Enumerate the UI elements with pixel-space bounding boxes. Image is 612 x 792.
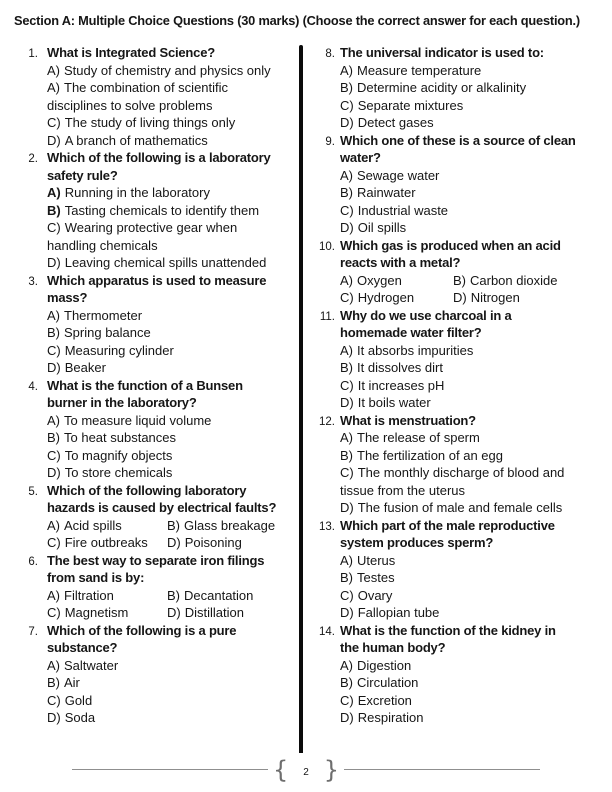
option-letter: B) <box>47 430 60 445</box>
option-line <box>340 342 604 360</box>
option-line <box>47 692 296 710</box>
option-letter: A) <box>340 552 353 568</box>
option-line <box>340 219 604 237</box>
option-text: Distillation <box>184 605 244 620</box>
option-line <box>340 289 453 307</box>
option-line <box>47 447 296 465</box>
option-letter: A) <box>340 342 353 358</box>
option-letter: B) <box>47 325 60 340</box>
option-text: Filtration <box>64 587 114 603</box>
question-text-line: reacts with a metal? <box>340 255 461 270</box>
question-body <box>47 149 296 272</box>
option-letter: A) <box>340 167 353 183</box>
option-letter: C) <box>340 97 354 113</box>
question-text-line: What is menstruation? <box>340 412 476 428</box>
question-number: 13. <box>319 520 335 533</box>
questions-area <box>15 44 604 727</box>
option-letter: A) <box>47 587 60 603</box>
option-line <box>47 202 296 220</box>
question-body <box>340 44 604 132</box>
option-line <box>47 97 296 115</box>
option-text: disciplines to solve problems <box>47 97 213 113</box>
option-line <box>47 429 296 447</box>
question-text-line: homemade water filter? <box>340 325 482 340</box>
option-letter: A) <box>47 80 60 95</box>
option-line <box>47 254 296 272</box>
option-letter: D) <box>47 360 61 375</box>
option-text: The combination of scientific <box>64 80 229 95</box>
question-body <box>340 517 604 622</box>
option-text: Ovary <box>357 587 393 603</box>
option-text: Rainwater <box>357 185 416 200</box>
option-text: Determine acidity or alkalinity <box>357 80 527 95</box>
question-text-line: mass? <box>47 290 88 305</box>
option-pair-row <box>340 289 604 307</box>
question-number: 6. <box>28 555 38 568</box>
question-text-line: the human body? <box>340 640 446 655</box>
option-line <box>47 237 296 255</box>
option-letter: C) <box>47 605 61 620</box>
option-line <box>340 359 604 377</box>
option-text: To heat substances <box>64 430 177 445</box>
questions-column-right <box>316 44 604 727</box>
question-text-line: Which gas is produced when an acid <box>340 237 561 253</box>
option-line <box>47 219 296 237</box>
option-text: It boils water <box>357 395 431 410</box>
question-text-line: burner in the laboratory? <box>47 395 197 410</box>
question-text-line: Which of the following is a laboratory <box>47 150 271 165</box>
questions-column-left <box>15 44 296 727</box>
question-text-line: What is the function of the kidney in <box>340 622 556 638</box>
option-text: Fire outbreaks <box>64 535 148 550</box>
option-letter: C) <box>340 692 354 708</box>
question-item <box>316 307 604 412</box>
option-letter: B) <box>340 675 353 690</box>
option-letter: D) <box>340 605 354 620</box>
option-line <box>340 674 604 692</box>
option-line <box>47 132 296 150</box>
option-letter: A) <box>47 62 60 78</box>
option-text: handling chemicals <box>47 237 158 253</box>
option-line <box>340 569 604 587</box>
option-line <box>340 692 604 710</box>
question-body <box>47 44 296 149</box>
option-letter: D) <box>47 255 61 270</box>
option-text: Measuring cylinder <box>64 342 174 358</box>
option-line <box>453 289 520 307</box>
option-text: The fertilization of an egg <box>357 447 503 463</box>
option-line <box>340 167 604 185</box>
option-pair-row <box>47 534 296 552</box>
option-letter: A) <box>340 657 353 673</box>
option-line <box>340 482 604 500</box>
option-line <box>340 464 604 482</box>
option-line <box>340 587 604 605</box>
question-text-line: safety rule? <box>47 167 118 183</box>
question-number: 11. <box>319 310 335 323</box>
option-text: Air <box>64 675 80 690</box>
option-line <box>340 272 453 290</box>
option-line <box>340 114 604 132</box>
option-letter: D) <box>47 710 61 725</box>
option-text: Gold <box>64 692 93 708</box>
option-line <box>340 447 604 465</box>
question-item <box>15 622 296 727</box>
option-text: Saltwater <box>64 657 119 673</box>
option-line <box>340 657 604 675</box>
option-text: Separate mixtures <box>357 97 464 113</box>
question-number: 8. <box>325 48 335 60</box>
option-line <box>340 97 604 115</box>
option-letter: B) <box>453 272 466 288</box>
question-number: 1. <box>28 48 38 60</box>
question-item <box>316 132 604 237</box>
option-text: Carbon dioxide <box>470 272 558 288</box>
question-item <box>316 237 604 307</box>
option-letter: B) <box>47 675 60 690</box>
option-text: Leaving chemical spills unattended <box>64 255 267 270</box>
question-body <box>47 377 296 482</box>
option-line <box>47 307 296 325</box>
question-text-line: Which one of these is a source of clean <box>340 132 576 148</box>
option-text: Measure temperature <box>357 62 482 78</box>
option-text: Magnetism <box>64 605 129 620</box>
question-number: 5. <box>28 485 38 498</box>
option-line <box>340 499 604 517</box>
option-line <box>340 377 604 395</box>
option-text: Hydrogen <box>357 290 415 305</box>
option-line <box>47 62 296 80</box>
option-text: Respiration <box>357 710 424 725</box>
question-text-line: Which of the following laboratory <box>47 482 247 498</box>
option-letter: D) <box>167 535 181 550</box>
page-number-left-brace: { <box>272 756 289 784</box>
question-item <box>15 377 296 482</box>
option-line <box>167 604 244 622</box>
question-body <box>340 622 604 727</box>
option-line <box>167 517 275 535</box>
option-letter: D) <box>340 220 354 235</box>
option-line <box>47 709 296 727</box>
option-letter: D) <box>340 500 354 515</box>
option-letter: C) <box>47 692 61 708</box>
option-line <box>47 517 167 535</box>
option-line <box>47 114 296 132</box>
option-letter: D) <box>340 395 354 410</box>
option-pair-row <box>47 517 296 535</box>
option-letter: C) <box>340 587 354 603</box>
option-letter: D) <box>47 465 61 480</box>
option-text: It absorbs impurities <box>357 342 474 358</box>
option-letter: A) <box>47 412 60 428</box>
option-text: Spring balance <box>64 325 151 340</box>
option-text: The release of sperm <box>357 430 480 445</box>
option-letter: C) <box>340 290 354 305</box>
question-body <box>47 622 296 727</box>
question-text-line: What is Integrated Science? <box>47 45 215 60</box>
option-text: Testes <box>357 570 395 585</box>
question-number: 9. <box>325 135 335 148</box>
option-text: Excretion <box>357 692 412 708</box>
option-letter: C) <box>340 465 354 480</box>
option-line <box>47 184 296 202</box>
option-text: Digestion <box>357 657 412 673</box>
question-number: 7. <box>28 625 38 638</box>
option-text: Nitrogen <box>470 290 520 305</box>
option-letter: B) <box>167 587 180 603</box>
option-text: Study of chemistry and physics only <box>64 62 271 78</box>
option-line <box>340 604 604 622</box>
option-text: To store chemicals <box>64 465 173 480</box>
option-line <box>47 359 296 377</box>
option-pair-row <box>47 587 296 605</box>
question-body <box>47 482 296 552</box>
option-line <box>340 184 604 202</box>
option-letter: B) <box>340 360 353 375</box>
question-item <box>316 517 604 622</box>
option-text: Running in the laboratory <box>64 185 210 200</box>
option-text: tissue from the uterus <box>340 482 465 498</box>
question-body <box>340 307 604 412</box>
question-text-line: Which part of the male reproductive <box>340 517 555 533</box>
question-body <box>340 132 604 237</box>
column-divider <box>299 45 303 757</box>
option-text: Wearing protective gear when <box>64 220 238 235</box>
question-number: 14. <box>319 625 335 638</box>
option-line <box>47 534 167 552</box>
option-letter: A) <box>340 430 353 445</box>
question-item <box>316 44 604 132</box>
option-line <box>340 62 604 80</box>
option-letter: C) <box>47 115 61 130</box>
option-text: Oxygen <box>357 272 402 288</box>
option-letter: C) <box>47 447 61 463</box>
option-line <box>47 342 296 360</box>
question-item <box>316 412 604 517</box>
question-text-line: from sand is by: <box>47 570 145 585</box>
option-text: Detect gases <box>357 115 434 130</box>
option-text: Glass breakage <box>184 517 276 533</box>
option-line <box>167 534 242 552</box>
question-body <box>47 272 296 377</box>
question-item <box>15 44 296 149</box>
option-text: It dissolves dirt <box>357 360 443 375</box>
question-item <box>15 482 296 552</box>
question-text-line: Why do we use charcoal in a <box>340 307 512 323</box>
option-letter: A) <box>340 272 353 288</box>
option-text: Industrial waste <box>357 202 449 218</box>
question-number: 2. <box>28 153 38 165</box>
option-letter: D) <box>340 710 354 725</box>
option-letter: A) <box>47 517 60 533</box>
option-line <box>340 394 604 412</box>
option-line <box>47 324 296 342</box>
question-item <box>15 552 296 622</box>
option-letter: D) <box>47 132 61 148</box>
question-text-line: Which apparatus is used to measure <box>47 272 267 288</box>
option-line <box>340 429 604 447</box>
option-text: The fusion of male and female cells <box>357 500 563 515</box>
option-line <box>340 552 604 570</box>
option-letter: A) <box>47 185 61 200</box>
question-text-line: system produces sperm? <box>340 535 494 550</box>
question-text-line: hazards is caused by electrical faults? <box>47 500 277 515</box>
question-item <box>15 149 296 272</box>
option-line <box>47 79 296 97</box>
section-title: Section A: Multiple Choice Questions (30 marks) (Choose the correct answer for each question.) <box>14 13 580 28</box>
option-line <box>47 587 167 605</box>
option-text: Decantation <box>184 587 254 603</box>
question-text-line: Which of the following is a pure <box>47 622 237 638</box>
question-item <box>15 272 296 377</box>
option-line <box>340 79 604 97</box>
option-text: Thermometer <box>64 307 143 323</box>
question-text-line: What is the function of a Bunsen <box>47 377 243 393</box>
page-number: 2 <box>303 767 309 778</box>
option-line <box>340 202 604 220</box>
option-text: Uterus <box>357 552 396 568</box>
option-text: It increases pH <box>357 377 445 393</box>
option-line <box>47 604 167 622</box>
option-letter: D) <box>453 290 467 305</box>
option-line <box>167 587 253 605</box>
page-number-right-brace: } <box>323 756 340 784</box>
option-text: Oil spills <box>357 220 407 235</box>
option-letter: B) <box>340 185 353 200</box>
page-number-block <box>268 753 344 787</box>
question-number: 3. <box>28 275 38 288</box>
option-letter: C) <box>47 342 61 358</box>
page-footer <box>0 753 612 787</box>
option-text: The monthly discharge of blood and <box>357 465 565 480</box>
option-letter: B) <box>340 570 353 585</box>
option-text: A branch of mathematics <box>64 132 208 148</box>
option-text: Poisoning <box>184 535 242 550</box>
option-letter: A) <box>47 307 60 323</box>
option-text: To measure liquid volume <box>64 412 212 428</box>
question-body <box>340 237 604 307</box>
option-letter: D) <box>340 115 354 130</box>
option-line <box>47 657 296 675</box>
option-letter: B) <box>340 447 353 463</box>
question-text-line: The universal indicator is used to: <box>340 45 544 60</box>
option-letter: B) <box>47 202 61 218</box>
option-text: The study of living things only <box>64 115 236 130</box>
question-item <box>316 622 604 727</box>
option-letter: C) <box>47 535 61 550</box>
question-number: 12. <box>319 415 335 428</box>
option-text: Soda <box>64 710 96 725</box>
option-text: To magnify objects <box>64 447 173 463</box>
question-number: 4. <box>28 380 38 393</box>
question-text-line: water? <box>340 150 381 165</box>
option-text: Acid spills <box>64 517 122 533</box>
option-line <box>340 709 604 727</box>
option-letter: A) <box>340 62 353 78</box>
option-text: Beaker <box>64 360 106 375</box>
option-line <box>47 412 296 430</box>
question-number: 10. <box>319 240 335 253</box>
option-letter: B) <box>340 80 353 95</box>
option-letter: A) <box>47 657 60 673</box>
option-text: Fallopian tube <box>357 605 440 620</box>
option-line <box>47 464 296 482</box>
question-text-line: The best way to separate iron filings <box>47 552 265 568</box>
option-line <box>453 272 557 290</box>
option-text: Tasting chemicals to identify them <box>64 202 260 218</box>
option-text: Sewage water <box>357 167 440 183</box>
option-pair-row <box>340 272 604 290</box>
option-letter: C) <box>47 220 61 235</box>
option-text: Circulation <box>357 675 419 690</box>
question-body <box>47 552 296 622</box>
question-body <box>340 412 604 517</box>
option-letter: D) <box>167 605 181 620</box>
option-letter: B) <box>167 517 180 533</box>
option-letter: C) <box>340 202 354 218</box>
question-text-line: substance? <box>47 640 118 655</box>
option-pair-row <box>47 604 296 622</box>
option-line <box>47 674 296 692</box>
option-letter: C) <box>340 377 354 393</box>
